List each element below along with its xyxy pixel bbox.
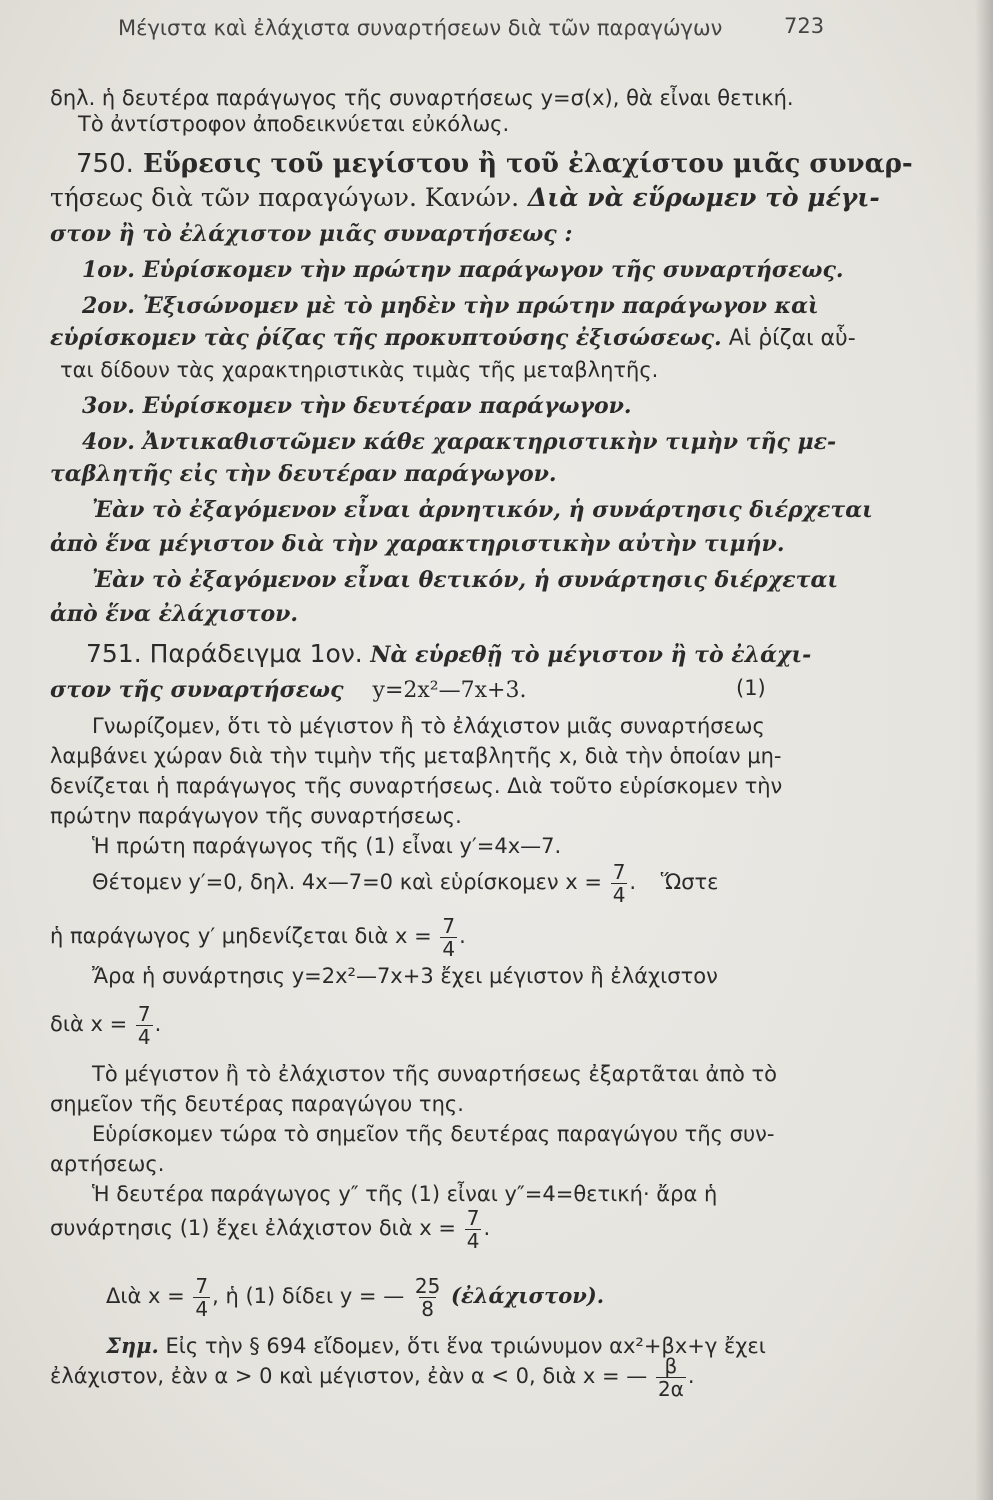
rule-step-2: 2ον. Ἐξισώνομεν μὲ τὸ μηδὲν τὴν πρώτην παράγωγον καὶ (82, 293, 819, 319)
rule-step-2-end: ται δίδουν τὰς χαρακτηριστικὰς τιμὰς τῆς μεταβλητῆς. (60, 358, 659, 382)
frac-num: 7 (466, 1205, 480, 1230)
para-line-1: Γνωρίζομεν, ὅτι τὸ μέγιστον ἢ τὸ ἐλάχιστον μιᾶς συναρτήσεως (92, 714, 765, 738)
max-or-min-at-line (50, 1000, 161, 1048)
second-derivative-line: Ἡ δευτέρα παράγωγος y″ τῆς (1) εἶναι y″=4=θετική· ἄρα ἡ (92, 1182, 718, 1206)
frac-den: 4 (612, 882, 626, 907)
punct: . (483, 1216, 491, 1240)
minimum-value-line (106, 1272, 604, 1320)
frac-den: 4 (442, 936, 456, 961)
note-text: Εἰς τὴν § 694 εἴδομεν, ὅτι ἕνα τριώνυμον αx²+βx+γ ἔχει (158, 1334, 766, 1358)
text-line-1: δηλ. ἡ δευτέρα παράγωγος τῆς συναρτήσεως y=σ(x), θὰ εἶναι θετική. (50, 86, 794, 110)
section-title-cont: τήσεως διὰ τῶν παραγώγων. Κανών. (50, 183, 520, 212)
example-statement: Νὰ εὑρεθῇ τὸ μέγιστον ἢ τὸ ἐλάχι- (362, 642, 812, 668)
frac-den: 8 (421, 1296, 434, 1321)
frac-num: 7 (442, 913, 456, 938)
para2-line-1: Τὸ μέγιστον ἢ τὸ ἐλάχιστον τῆς συναρτήσεως ἐξαρτᾶται ἀπὸ τὸ (92, 1062, 778, 1086)
case-positive: Ἐὰν τὸ ἐξαγόμενον εἶναι θετικόν, ἡ συνάρτησις διέρχεται (92, 567, 839, 593)
rule-step-2-italic: εὑρίσκομεν τὰς ῥίζας τῆς προκυπτούσης ἐξισώσεως. (50, 325, 722, 351)
example-statement-cont: στον τῆς συναρτήσεως (50, 677, 344, 703)
section-750-heading (76, 150, 913, 178)
page-edge-shadow (975, 0, 993, 1500)
gives-y-text: , ἡ (1) δίδει y = — (212, 1284, 405, 1308)
fraction-7-4 (465, 1207, 482, 1252)
at-x-text: διὰ x = (50, 1012, 128, 1036)
para3-line-1: Εὑρίσκομεν τώρα τὸ σημεῖον τῆς δευτέρας παραγώγου τῆς συν- (92, 1122, 775, 1146)
punct: . (154, 1012, 162, 1036)
first-derivative-line: Ἡ πρώτη παράγωγος τῆς (1) εἶναι y′=4x—7. (92, 834, 562, 858)
rule-step-1: 1ον. Εὑρίσκομεν τὴν πρώτην παράγωγον τῆς συναρτήσεως. (82, 257, 844, 283)
case-positive-cont: ἀπὸ ἕνα ἐλάχιστον. (50, 601, 299, 627)
fraction-7-4 (611, 861, 628, 906)
frac-num: 7 (137, 1001, 151, 1026)
case-negative-cont: ἀπὸ ἕνα μέγιστον διὰ τὴν χαρακτηριστικὴν αὐτὴν τιμήν. (50, 531, 785, 557)
frac-den: 4 (466, 1228, 480, 1253)
rule-step-4: 4ον. Ἀντικαθιστῶμεν κάθε χαρακτηριστικὴν τιμὴν τῆς με- (82, 429, 837, 455)
case-negative: Ἐὰν τὸ ἐξαγόμενον εἶναι ἀρνητικόν, ἡ συνάρτησις διέρχεται (92, 497, 873, 523)
minimum-label: (ἐλάχιστον). (451, 1283, 605, 1308)
page-number: 723 (784, 14, 825, 38)
fraction-7-4 (193, 1275, 210, 1320)
rule-step-3: 3ον. Εὑρίσκομεν τὴν δευτέραν παράγωγον. (82, 393, 632, 419)
punct: . (687, 1364, 695, 1388)
section-750-line-2 (50, 184, 880, 212)
frac-num: 7 (195, 1273, 209, 1298)
running-title: Μέγιστα καὶ ἐλάχιστα συναρτήσεων διὰ τῶν παραγώγων (118, 16, 723, 40)
set-derivative-line (92, 858, 719, 906)
para-line-2: λαμβάνει χώραν διὰ τὴν τιμὴν τῆς μεταβλητῆς x, διὰ τὴν ὁποίαν μη- (50, 744, 782, 768)
note-conclusion-text: ἐλάχιστον, ἐὰν α > 0 καὶ μέγιστον, ἐὰν α < 0, διὰ x = — (50, 1364, 648, 1388)
frac-den: 4 (195, 1296, 209, 1321)
frac-num: β (664, 1353, 678, 1378)
rule-step-4-cont: ταβλητῆς εἰς τὴν δευτέραν παράγωγον. (50, 461, 557, 487)
punct: . (459, 924, 466, 948)
note-conclusion-line (50, 1352, 695, 1400)
fraction-beta-2alpha (656, 1355, 686, 1400)
para3-line-2: αρτήσεως. (50, 1152, 165, 1176)
rule-step-2-cont (50, 324, 856, 353)
text-line-2: Τὸ ἀντίστροφον ἀποδεικνύεται εὐκόλως. (78, 112, 510, 136)
minimum-at-text: συνάρτησις (1) ἔχει ἐλάχιστον διὰ x = (50, 1216, 457, 1240)
frac-den: 4 (137, 1024, 151, 1049)
para2-line-2: σημεῖον τῆς δευτέρας παραγώγου της. (50, 1092, 464, 1116)
set-derivative-text: Θέτομεν y′=0, δηλ. 4x—7=0 καὶ εὑρίσκομεν x = (92, 870, 602, 894)
note-label: Σημ. (106, 1333, 159, 1358)
minimum-at-line (50, 1204, 490, 1252)
section-751-heading (86, 640, 811, 669)
section-title: Εὕρεσις τοῦ μεγίστου ἢ τοῦ ἐλαχίστου μιᾶς συναρ- (133, 149, 913, 179)
frac-num: 25 (414, 1273, 441, 1298)
derivative-zero-text: ἡ παράγωγος y′ μηδενίζεται διὰ x = (50, 924, 432, 948)
hence-word: Ὥστε (660, 870, 719, 894)
fraction-7-4 (136, 1003, 153, 1048)
section-751-line-2 (50, 676, 526, 705)
derivative-zero-line (50, 912, 466, 960)
max-or-min-line: Ἄρα ἡ συνάρτησις y=2x²—7x+3 ἔχει μέγιστον ἢ ἐλάχιστον (92, 964, 718, 988)
rule-step-2-text: Αἱ ῥίζαι αὗ- (721, 326, 856, 351)
section-number: 750. (76, 149, 134, 179)
rule-intro: Διὰ νὰ εὕρωμεν τὸ μέγι- (519, 183, 880, 212)
fraction-7-4 (440, 915, 457, 960)
equation-ref: (1) (736, 676, 766, 700)
section-number: 751. (86, 639, 142, 668)
fraction-25-8 (413, 1275, 442, 1320)
for-x-text: Διὰ x = (106, 1284, 185, 1308)
rule-intro-cont: στον ἢ τὸ ἐλάχιστον μιᾶς συναρτήσεως : (50, 221, 573, 247)
para-line-4: πρώτην παράγωγον τῆς συναρτήσεως. (50, 804, 462, 828)
punct: . (629, 870, 637, 894)
para-line-3: δενίζεται ἡ παράγωγος τῆς συναρτήσεως. Διὰ τοῦτο εὑρίσκομεν τὴν (50, 774, 783, 798)
frac-den: 2α (657, 1376, 684, 1401)
section-title: Παράδειγμα 1ον. (141, 639, 363, 668)
function-equation: y=2x²—7x+3. (372, 678, 527, 703)
frac-num: 7 (612, 859, 626, 884)
